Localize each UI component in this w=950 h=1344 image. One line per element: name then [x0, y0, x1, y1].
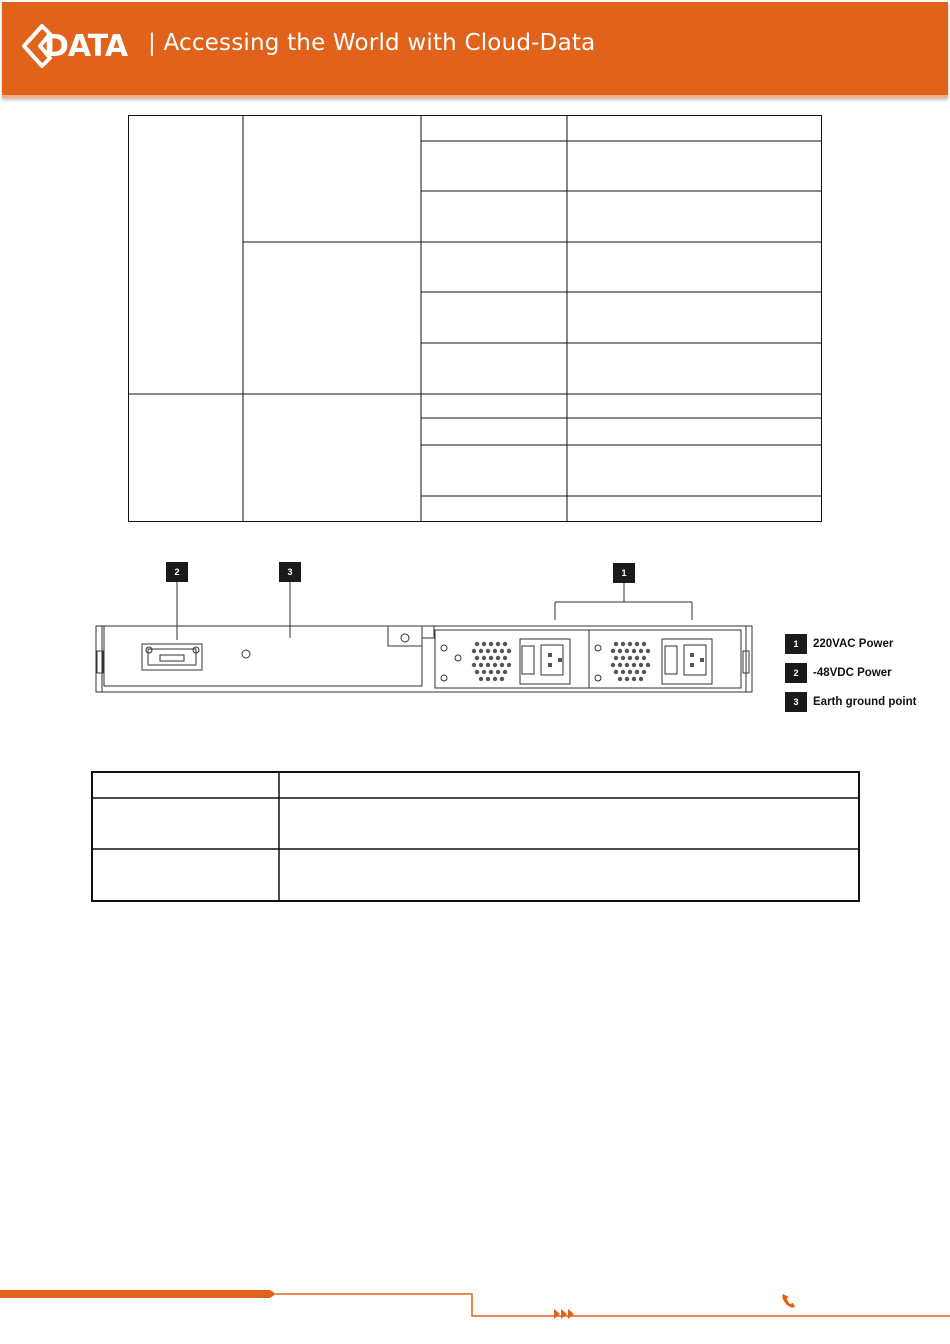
spec-table: [128, 115, 822, 522]
phone-icon: [782, 1294, 795, 1308]
legend-number: 2: [785, 663, 807, 683]
callout-3: 3: [279, 562, 301, 582]
callout-1: 1: [613, 563, 635, 583]
rear-panel-figure: [92, 558, 758, 702]
triple-chevron-icon: [554, 1309, 574, 1319]
description-table: [91, 771, 860, 902]
legend-item-220vac: [785, 634, 945, 654]
legend-label: -48VDC Power: [813, 667, 892, 679]
legend-label: Earth ground point: [813, 696, 917, 708]
page-footer: [0, 1282, 950, 1344]
legend-item-earth: [785, 692, 945, 712]
legend-number: 3: [785, 692, 807, 712]
header-tagline: | Accessing the World with Cloud-Data: [148, 30, 596, 56]
figure-legend: [785, 634, 945, 721]
svg-text:DATA: DATA: [44, 29, 128, 64]
legend-number: 1: [785, 634, 807, 654]
legend-label: 220VAC Power: [813, 638, 894, 650]
cdata-logo: [20, 18, 140, 74]
legend-item-48vdc: [785, 663, 945, 683]
rear-panel-drawing: [92, 558, 758, 702]
page-header: [2, 2, 948, 98]
callout-2: 2: [166, 562, 188, 582]
